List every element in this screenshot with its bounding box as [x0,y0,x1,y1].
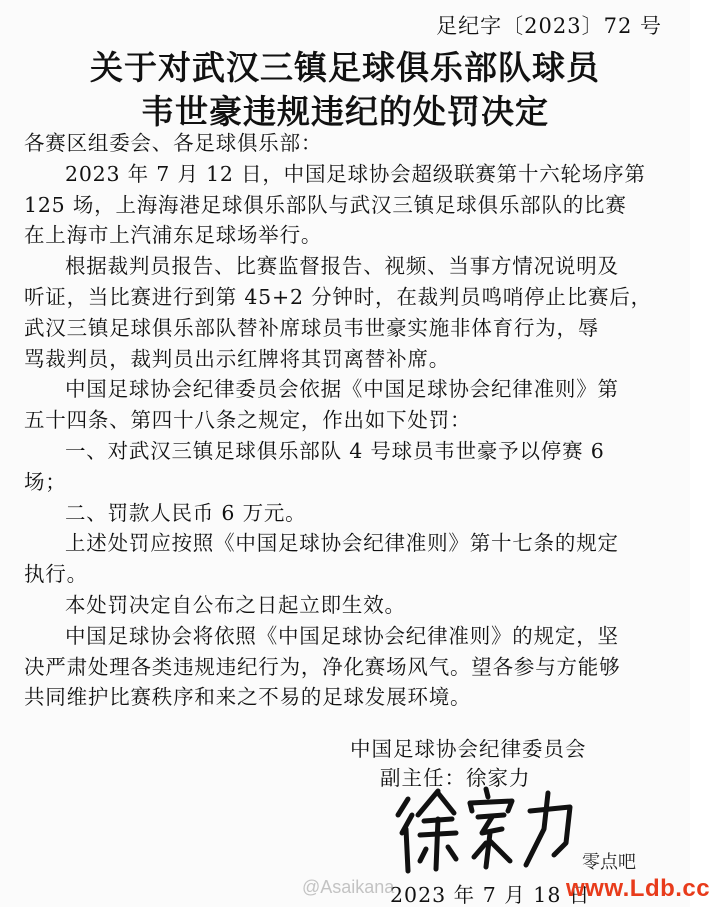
document-title-line-2: 韦世豪违规违纪的处罚决定 [141,92,549,131]
body-line: 五十四条、第四十八条之规定，作出如下处罚： [24,408,472,433]
body-line: 在上海市上汽浦东足球场举行。 [24,223,323,248]
body-line: 场； [24,469,67,494]
body-line: 中国足球协会纪律委员会依据《中国足球协会纪律准则》第 [65,377,619,402]
signer-role: 副主任：徐家力 [380,766,531,790]
site-watermark-url: www.Ldb.cc [566,875,710,902]
weibo-watermark: @Asaikana [302,877,395,897]
issue-date: 2023 年 7 月 18 日 [390,883,591,907]
document-body [24,128,674,713]
body-line: 决严肃处理各类违规违纪行为，净化赛场风气。望各参与方能够 [24,654,621,679]
body-line: 本处罚决定自公布之日起立即生效。 [65,592,406,617]
site-watermark-name: 零点吧 [582,852,636,873]
issuer: 中国足球协会纪律委员会 [350,737,587,761]
body-line: 执行。 [24,562,88,587]
body-line: 武汉三镇足球俱乐部队替补席球员韦世豪实施非体育行为，辱 [24,315,600,340]
body-line: 骂裁判员，裁判员出示红牌将其罚离替补席。 [24,346,450,371]
body-line: 2023 年 7 月 12 日，中国足球协会超级联赛第十六轮场序第 [65,161,646,186]
body-line: 上述处罚应按照《中国足球协会纪律准则》第十七条的规定 [65,531,619,556]
body-line: 中国足球协会将依照《中国足球协会纪律准则》的规定，坚 [65,623,619,648]
body-line: 125 场，上海海港足球俱乐部队与武汉三镇足球俱乐部队的比赛 [24,192,627,217]
body-line: 根据裁判员报告、比赛监督报告、视频、当事方情况说明及 [65,254,619,279]
salutation: 各赛区组委会、各足球俱乐部： [24,131,323,155]
body-line: 二、罚款人民币 6 万元。 [65,500,307,525]
body-line: 一、对武汉三镇足球俱乐部队 4 号球员韦世豪予以停赛 6 [65,438,605,463]
handwritten-signature [390,785,580,875]
document-number: 足纪字〔2023〕72 号 [436,14,662,38]
document-title-line-1: 关于对武汉三镇足球俱乐部队球员 [90,48,600,87]
body-line: 共同维护比赛秩序和来之不易的足球发展环境。 [24,685,472,710]
body-line: 听证，当比赛进行到第 45+2 分钟时，在裁判员鸣哨停止比赛后， [24,284,652,309]
body-lines [24,159,674,713]
